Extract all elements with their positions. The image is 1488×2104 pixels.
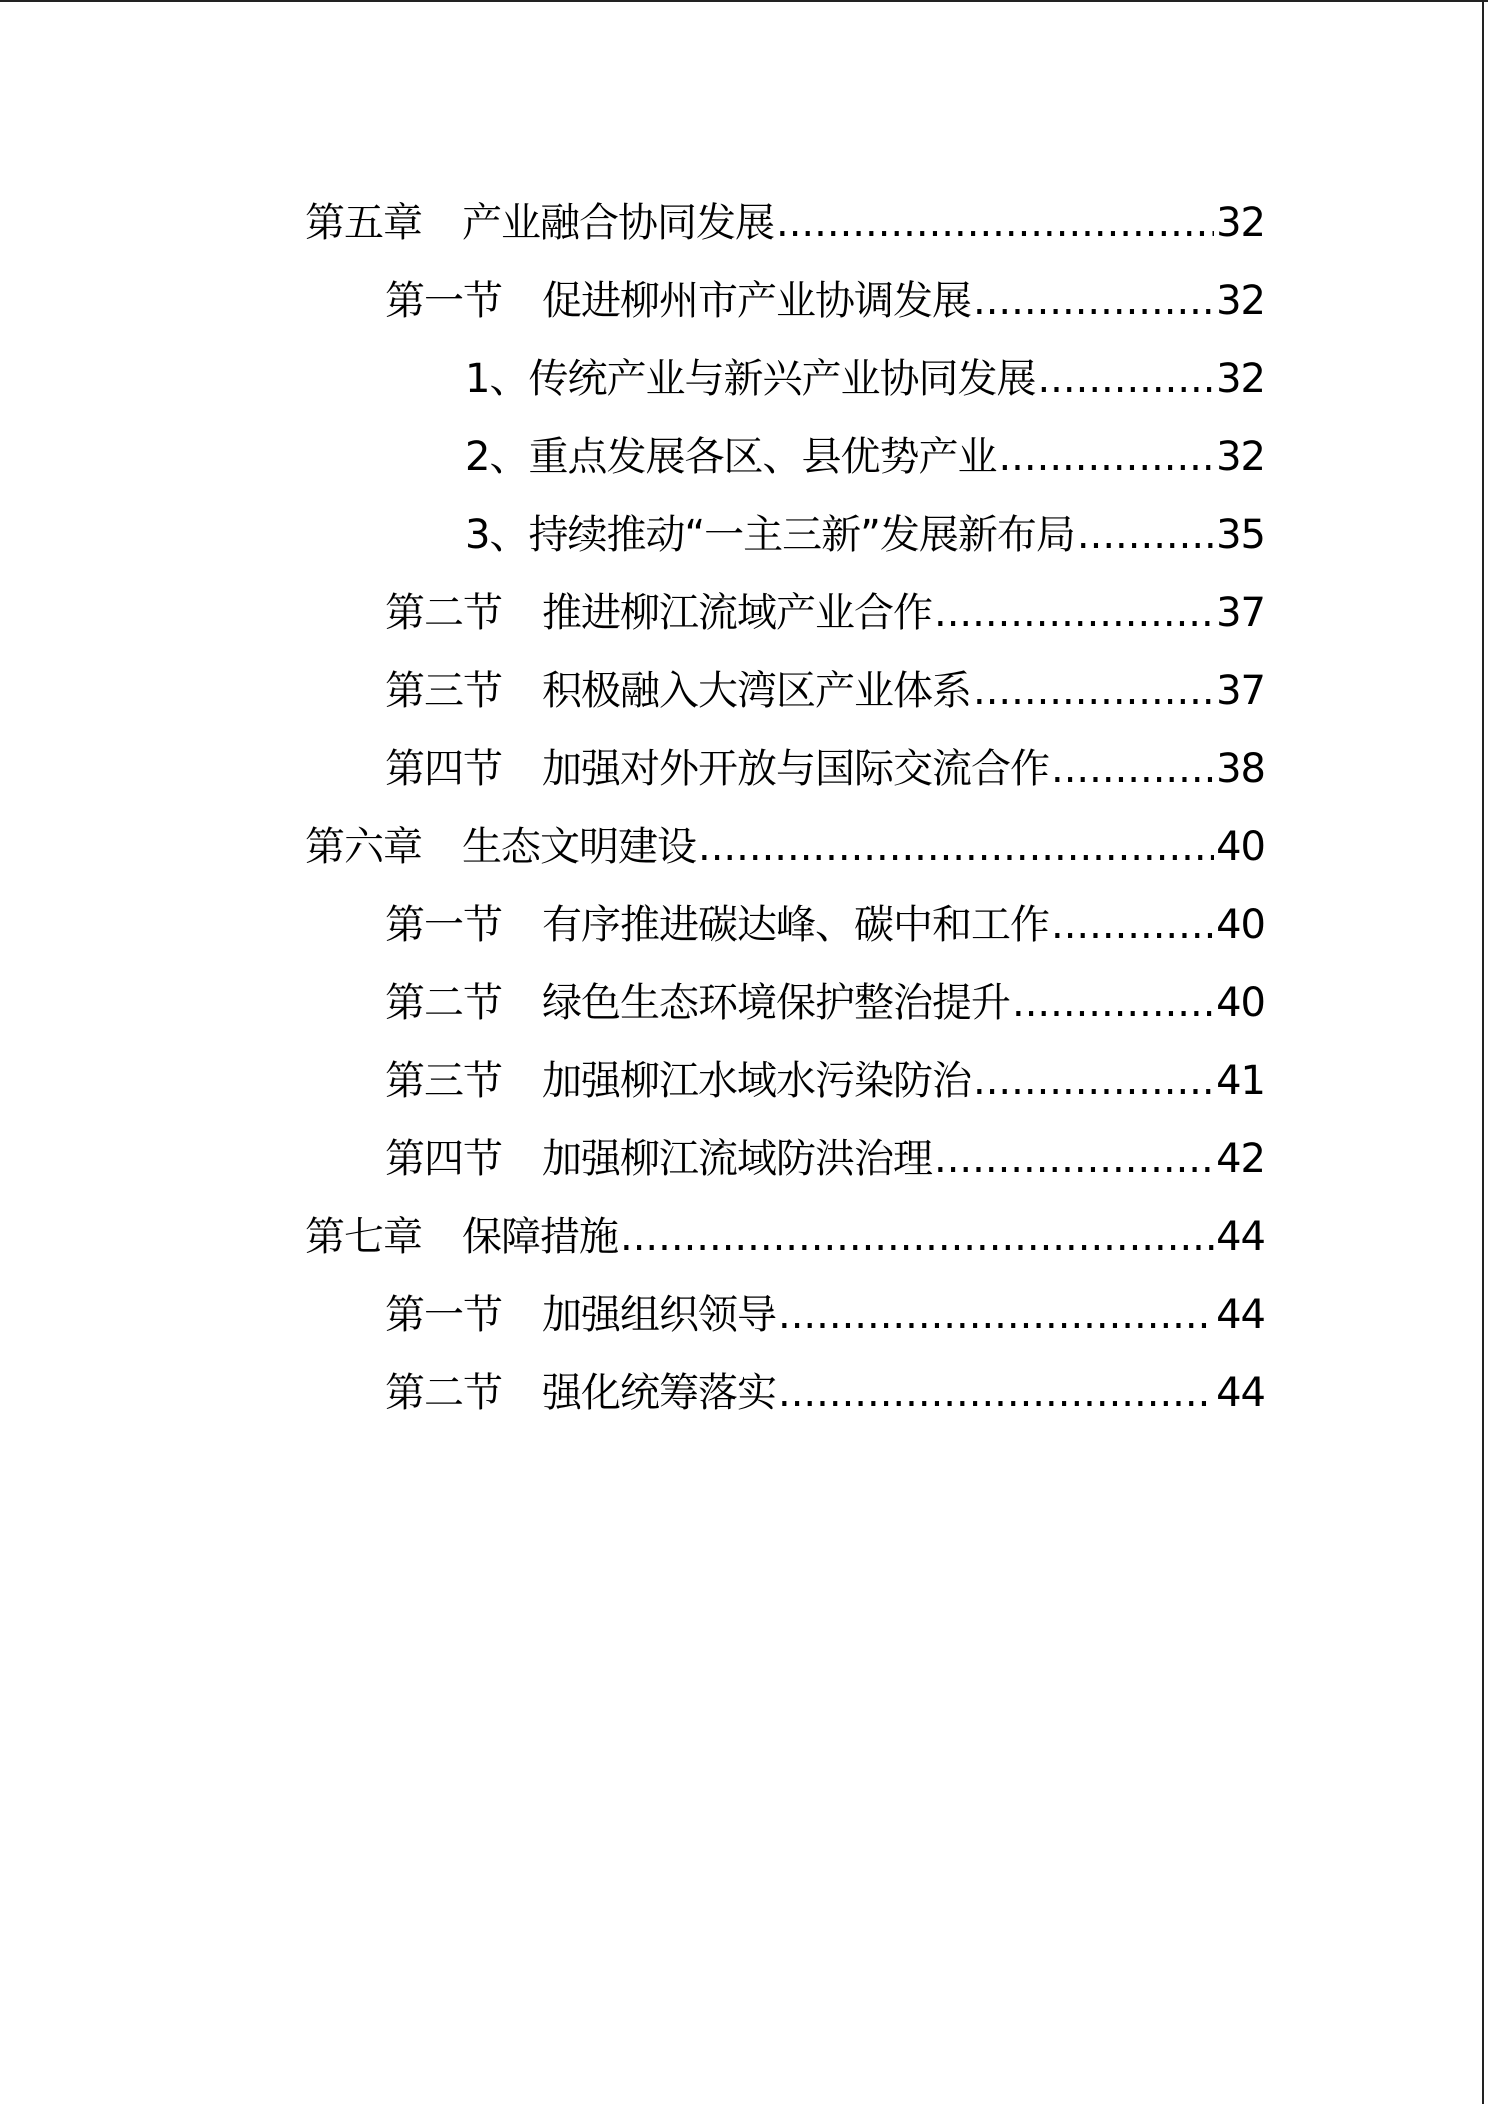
toc-entry-page: 42: [1216, 1136, 1265, 1182]
toc-dot-leader: [776, 184, 1214, 262]
toc-dot-leader: [1051, 886, 1214, 964]
toc-dot-leader: [973, 652, 1214, 730]
toc-entry-number: 第四节: [385, 746, 502, 792]
toc-entry-title: 加强对外开放与国际交流合作: [542, 746, 1049, 792]
toc-entry-page: 40: [1216, 980, 1265, 1026]
toc-entry[interactable]: [305, 808, 1265, 886]
toc-dot-leader: [1077, 496, 1214, 574]
toc-entry-number: 第五章: [305, 200, 422, 246]
toc-entry-page: 44: [1216, 1214, 1265, 1260]
toc-dot-leader: [778, 1354, 1214, 1432]
toc-entry[interactable]: [305, 574, 1265, 652]
toc-entry-title: 推进柳江流域产业合作: [542, 590, 932, 636]
toc-dot-leader: [1051, 730, 1214, 808]
toc-entry-title: 加强柳江流域防洪治理: [542, 1136, 932, 1182]
toc-entry-page: 32: [1216, 356, 1265, 402]
toc-entry-title: 生态文明建设: [462, 824, 696, 870]
toc-entry[interactable]: [305, 886, 1265, 964]
toc-entry-number: 第一节: [385, 902, 502, 948]
toc-entry-title: 保障措施: [462, 1214, 618, 1260]
toc-dot-leader: [620, 1198, 1214, 1276]
toc-entry-title: 加强组织领导: [542, 1292, 776, 1338]
toc-entry-number: 第四节: [385, 1136, 502, 1182]
toc-entry[interactable]: [305, 418, 1265, 496]
toc-entry[interactable]: [305, 1276, 1265, 1354]
toc-entry[interactable]: [305, 964, 1265, 1042]
toc-entry-page: 35: [1216, 512, 1265, 558]
toc-entry-page: 32: [1216, 200, 1265, 246]
toc-entry-title: 产业融合协同发展: [462, 200, 774, 246]
toc-entry[interactable]: [305, 1042, 1265, 1120]
toc-entry[interactable]: [305, 652, 1265, 730]
toc-dot-leader: [1012, 964, 1214, 1042]
toc-entry-title: 积极融入大湾区产业体系: [542, 668, 971, 714]
toc-dot-leader: [934, 574, 1214, 652]
toc-entry-title: 促进柳州市产业协调发展: [542, 278, 971, 324]
toc-entry-title: 1、传统产业与新兴产业协同发展: [465, 356, 1036, 402]
toc-entry-number: 第七章: [305, 1214, 422, 1260]
toc-entry-number: 第二节: [385, 1370, 502, 1416]
toc-entry-number: 第二节: [385, 590, 502, 636]
toc-entry-page: 38: [1216, 746, 1265, 792]
toc-entry-number: 第一节: [385, 1292, 502, 1338]
table-of-contents: [305, 184, 1265, 1432]
page-border-top: [0, 0, 1488, 2]
toc-dot-leader: [1037, 340, 1214, 418]
toc-dot-leader: [778, 1276, 1214, 1354]
toc-entry-page: 41: [1216, 1058, 1265, 1104]
toc-entry-title: 加强柳江水域水污染防治: [542, 1058, 971, 1104]
toc-entry[interactable]: [305, 496, 1265, 574]
toc-entry-page: 32: [1216, 434, 1265, 480]
toc-entry-page: 37: [1216, 590, 1265, 636]
toc-entry-page: 44: [1216, 1370, 1265, 1416]
toc-entry-page: 40: [1216, 902, 1265, 948]
toc-entry[interactable]: [305, 730, 1265, 808]
toc-dot-leader: [973, 262, 1214, 340]
toc-entry[interactable]: [305, 1198, 1265, 1276]
toc-entry[interactable]: [305, 1120, 1265, 1198]
toc-entry-title: 绿色生态环境保护整治提升: [542, 980, 1010, 1026]
toc-entry[interactable]: [305, 184, 1265, 262]
toc-entry-page: 40: [1216, 824, 1265, 870]
toc-entry[interactable]: [305, 1354, 1265, 1432]
toc-entry-number: 第六章: [305, 824, 422, 870]
toc-entry[interactable]: [305, 262, 1265, 340]
toc-entry-title: 强化统筹落实: [542, 1370, 776, 1416]
toc-entry-number: 第三节: [385, 668, 502, 714]
toc-entry-page: 32: [1216, 278, 1265, 324]
toc-entry[interactable]: [305, 340, 1265, 418]
toc-entry-title: 3、持续推动“一主三新”发展新布局: [465, 512, 1075, 558]
page-border-right: [1482, 0, 1484, 2104]
toc-entry-title: 有序推进碳达峰、碳中和工作: [542, 902, 1049, 948]
toc-entry-page: 44: [1216, 1292, 1265, 1338]
toc-dot-leader: [934, 1120, 1214, 1198]
toc-dot-leader: [973, 1042, 1214, 1120]
toc-entry-page: 37: [1216, 668, 1265, 714]
toc-entry-number: 第三节: [385, 1058, 502, 1104]
toc-entry-title: 2、重点发展各区、县优势产业: [465, 434, 997, 480]
toc-entry-number: 第一节: [385, 278, 502, 324]
toc-entry-number: 第二节: [385, 980, 502, 1026]
toc-dot-leader: [998, 418, 1214, 496]
toc-dot-leader: [698, 808, 1214, 886]
